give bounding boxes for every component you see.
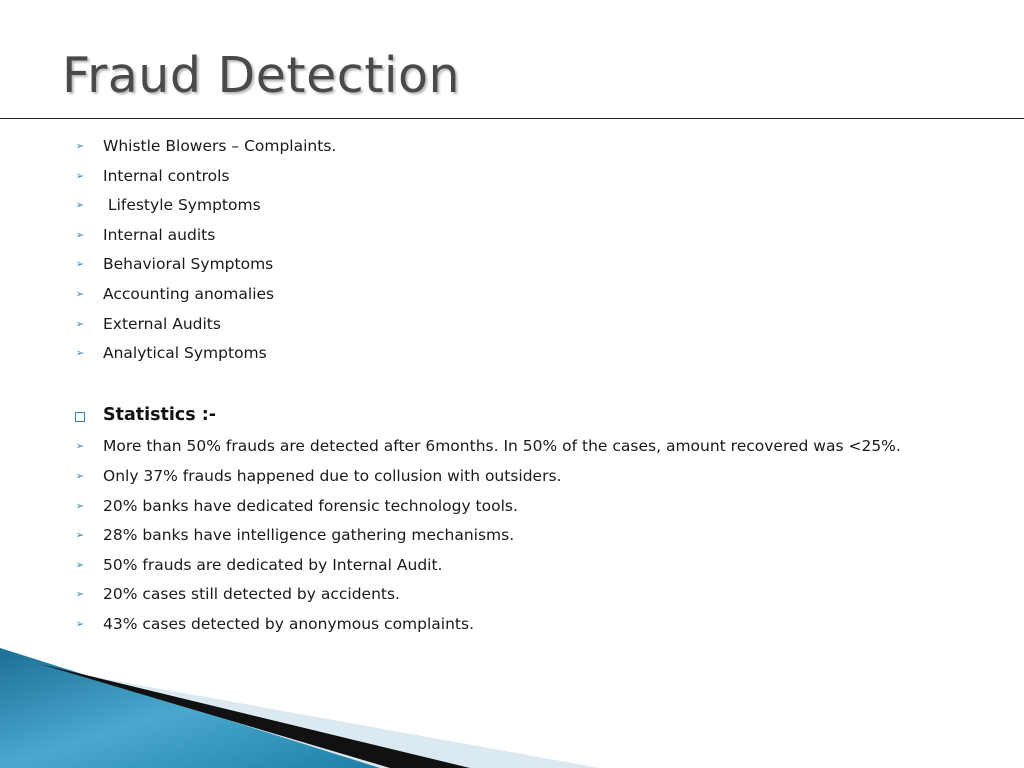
light-blue-band <box>0 660 600 768</box>
arrowhead-bullet-icon: ➢ <box>75 200 85 212</box>
statistic-text: Only 37% frauds happened due to collusion with outsiders. <box>103 466 562 485</box>
list-item <box>72 162 901 192</box>
list-item <box>72 191 901 221</box>
statistic-text: 43% cases detected by anonymous complaints. <box>103 614 475 633</box>
arrowhead-bullet-icon: ➢ <box>75 288 85 300</box>
arrowhead-bullet-icon: ➢ <box>75 170 85 182</box>
arrowhead-bullet-icon: ➢ <box>75 589 85 601</box>
arrowhead-bullet-icon: ➢ <box>75 318 85 330</box>
bullet-text: Internal audits <box>103 225 216 244</box>
arrowhead-bullet-icon: ➢ <box>75 530 85 542</box>
list-item <box>72 280 901 310</box>
statistic-text: 20% banks have dedicated forensic technology tools. <box>103 496 518 515</box>
arrowhead-bullet-icon: ➢ <box>75 618 85 630</box>
list-item <box>72 339 901 369</box>
bullet-text: Behavioral Symptoms <box>103 255 274 274</box>
list-item <box>72 551 901 581</box>
bullet-text: Whistle Blowers – Complaints. <box>103 137 337 155</box>
section-heading-text: Statistics :- <box>103 405 217 426</box>
list-item <box>72 132 901 162</box>
list-item <box>72 521 901 551</box>
list-item <box>72 310 901 340</box>
statistic-text: 28% banks have intelligence gathering mechanisms. <box>103 526 515 545</box>
arrowhead-bullet-icon: ➢ <box>75 559 85 571</box>
list-item <box>72 492 901 522</box>
statistic-text: 50% frauds are dedicated by Internal Audit. <box>103 555 443 574</box>
section-heading-statistics <box>72 398 901 432</box>
content-list <box>72 132 901 640</box>
black-stripe <box>40 664 470 768</box>
arrowhead-bullet-icon: ➢ <box>75 500 85 512</box>
title-divider <box>0 118 1024 119</box>
bullet-text: Internal controls <box>103 166 230 185</box>
list-item <box>72 432 901 462</box>
arrowhead-bullet-icon: ➢ <box>75 470 85 482</box>
list-item <box>72 462 901 492</box>
statistic-text: 20% cases still detected by accidents. <box>103 585 400 604</box>
list-item <box>72 580 901 610</box>
list-item <box>72 250 901 280</box>
bullet-text: Accounting anomalies <box>103 284 275 303</box>
arrowhead-bullet-icon: ➢ <box>75 141 85 152</box>
bullet-text: External Audits <box>103 314 221 333</box>
arrowhead-bullet-icon: ➢ <box>75 441 85 453</box>
blue-wedge <box>0 648 380 768</box>
arrowhead-bullet-icon: ➢ <box>75 229 85 241</box>
statistic-text: More than 50% frauds are detected after 6months. In 50% of the cases, amount recovered was <25%. <box>103 437 901 456</box>
arrowhead-bullet-icon: ➢ <box>75 348 85 360</box>
bullet-text: Lifestyle Symptoms <box>103 196 261 215</box>
list-item <box>72 221 901 251</box>
arrowhead-bullet-icon: ➢ <box>75 259 85 271</box>
slide-title: Fraud Detection <box>62 47 461 104</box>
bullet-text: Analytical Symptoms <box>103 344 267 363</box>
spacer <box>72 369 901 399</box>
list-item <box>72 610 901 640</box>
square-bullet-icon <box>72 399 88 433</box>
